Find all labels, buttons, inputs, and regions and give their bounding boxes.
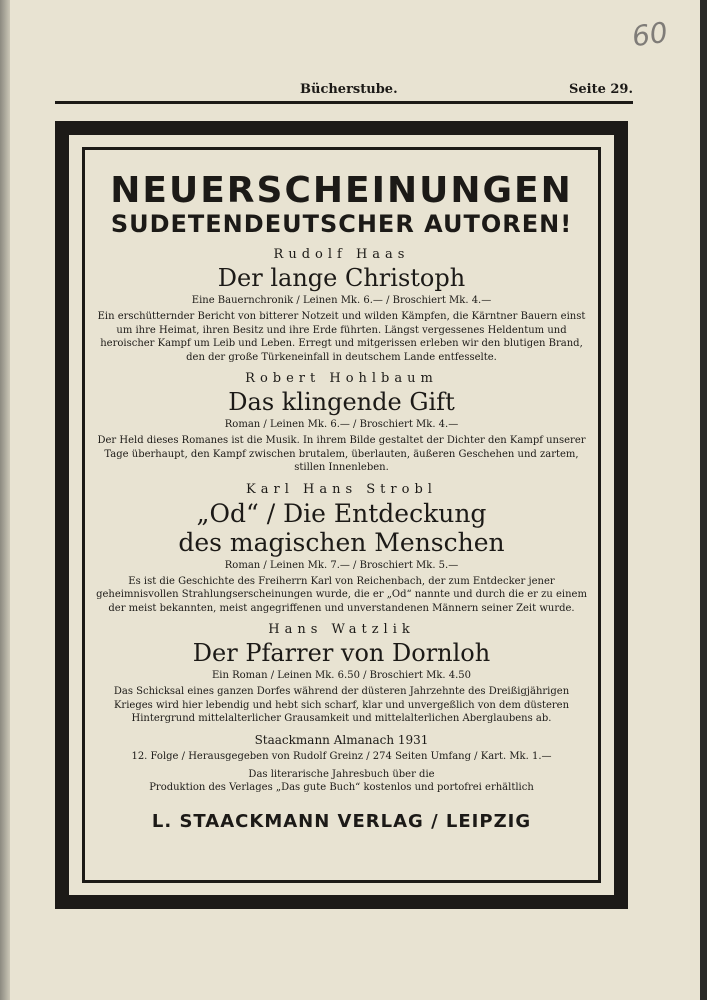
almanach-meta: 12. Folge / Herausgegeben von Rudolf Greinz / 274 Seiten Umfang / Kart. Mk. 1.— [131,750,552,762]
book-meta: Roman / Leinen Mk. 6.— / Broschiert Mk. 4.— [224,419,459,430]
almanach-desc-line-2: Produktion des Verlages „Das gute Buch“ kostenlos und portofrei erhältlich [149,782,534,793]
publisher-imprint: L. STAACKMANN VERLAG / LEIPZIG [151,810,532,832]
book-entry [90,621,593,726]
book-description: Es ist die Geschichte des Freiherrn Karl von Reichenbach, der zum Entdecker jener geheimnisvollen Strahlungserscheinungen wurde, die er „Od“ nannte und durch die er zu einem der meist bekannten, meist angegriffenen und unverstandenen Männern seiner Zeit wurde. [96,575,587,614]
book-entry [90,370,593,475]
book-title: Das klingende Gift [228,388,455,416]
book-entry [90,246,593,364]
almanach-title: Staackmann Almanach 1931 [254,732,429,747]
book-description: Das Schicksal eines ganzen Dorfes während der düsteren Jahrzehnte des Dreißigjährigen Krieges wird hier lebendig und hebt sich scharf, klar und unvergeßlich von dem düsteren Hintergrund mittelalterlicher Grausamkeit und mittelalterlichen Aberglaubens ab. [113,686,570,724]
advertisement [90,172,593,832]
book-description: Der Held dieses Romanes ist die Musik. In ihrem Bilde gestaltet der Dichter den Kampf unserer Tage überhaupt, den Kampf zwischen brutalem, überlauten, äußeren Geschehen und zartem, stillen Innenleben. [97,435,586,473]
book-entry [90,481,593,616]
book-author: Karl Hans Strobl [246,481,437,497]
almanach-entry [90,732,593,795]
book-description: Ein erschütternder Bericht von bitterer Notzeit und wilden Kämpfen, die Kärntner Bauern einst um ihre Heimat, ihren Besitz und ihre Erde führten. Längst vergessenes Heldentum und heroischer Kampf um Leib und Leben. Erregt und mitgerissen erleben wir den blutigen Brand, den der große Türkeneinfall in deutschem Lande entfesselte. [97,311,586,363]
book-title-line-1: „Od“ / Die Entdeckung [196,498,487,528]
header-page-number: Seite 29. [568,82,633,97]
book-title: Der Pfarrer von Dornloh [192,639,491,667]
book-title-line-2: des magischen Menschen [178,527,505,557]
running-header [78,82,633,102]
book-meta: Roman / Leinen Mk. 7.— / Broschiert Mk. 5.— [224,559,459,571]
pencil-annotation: 60 [629,15,670,54]
ad-headline: NEUERSCHEINUNGEN [110,170,573,211]
book-meta: Ein Roman / Leinen Mk. 6.50 / Broschiert Mk. 4.50 [212,670,471,681]
header-section-title: Bücherstube. [300,82,398,97]
ad-subheadline: SUDETENDEUTSCHER AUTOREN! [110,210,573,238]
header-rule [55,101,633,104]
book-author: Hans Watzlik [268,622,415,637]
book-meta: Eine Bauernchronik / Leinen Mk. 6.— / Broschiert Mk. 4.— [191,295,492,306]
almanach-desc-line-1: Das literarische Jahresbuch über die [248,768,435,780]
book-author: Rudolf Haas [273,247,410,262]
book-title: Der lange Christoph [217,264,466,292]
book-author: Robert Hohlbaum [245,371,438,386]
